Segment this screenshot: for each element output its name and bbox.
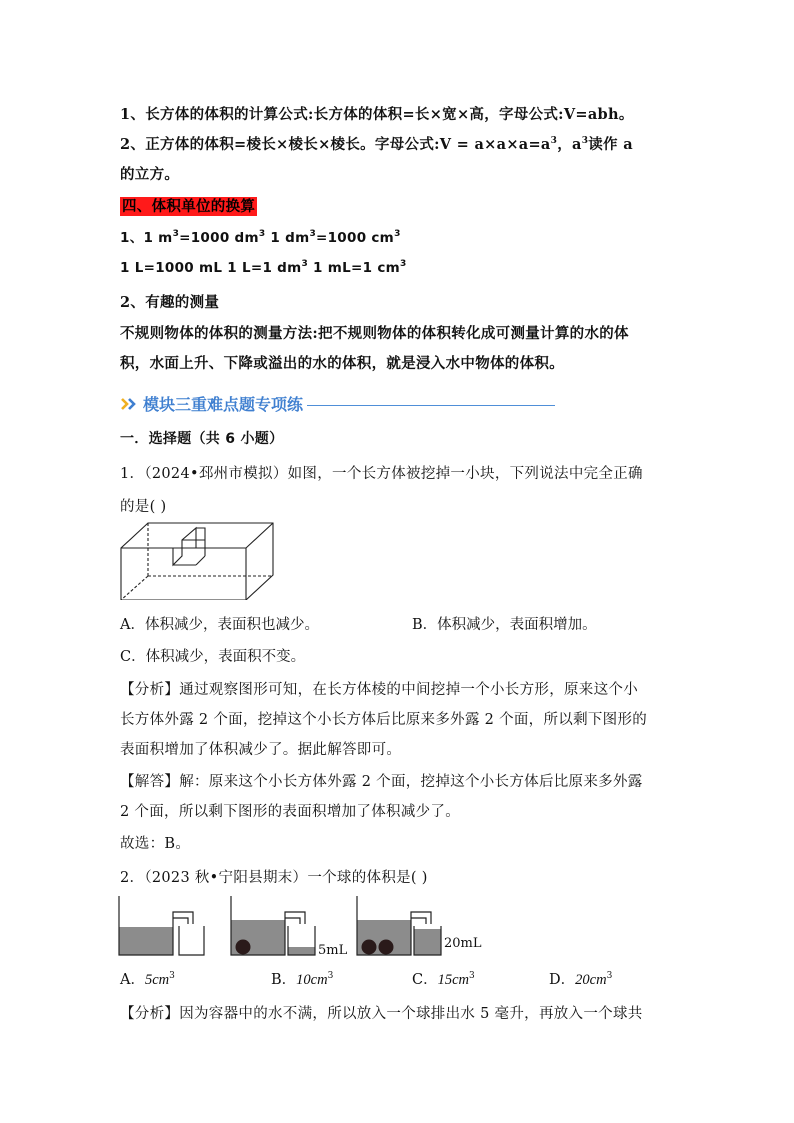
unit-conversion-1: 1、1 $m^3=1000$ $dm^3$ 1 $dm^3=1000$ $cm^3$: [120, 229, 401, 246]
section-choice-heading: 一．选择题（共 6 小题）: [120, 431, 284, 447]
q1-option-b: B．体积减少，表面积增加。: [412, 617, 597, 633]
q1-answer: 故选：B。: [120, 836, 191, 852]
q2-container-1: [118, 896, 208, 962]
overflow-water: [288, 947, 315, 955]
q2-label-20ml: 20mL: [444, 936, 482, 951]
q1-stem-2: 的是( ): [120, 499, 167, 515]
module-title-text: 模块三重难点题专项练: [143, 395, 304, 414]
measurement-text-1: 不规则物体的体积的测量方法:把不规则物体的体积转化成可测量计算的水的体: [120, 325, 629, 342]
double-chevron-icon: [120, 397, 140, 411]
q1-option-c: C．体积减少，表面积不变。: [120, 649, 306, 665]
module-title: [120, 392, 555, 415]
q1-stem-1: 1．（2024•邳州市模拟）如图，一个长方体被挖掉一小块，下列说法中完全正确: [120, 466, 643, 482]
q2-stem: 2．（2023 秋•宁阳县期末）一个球的体积是( ): [120, 870, 428, 886]
q2-analysis-1: 【分析】因为容器中的水不满，所以放入一个球排出水 5 毫升，再放入一个球共: [120, 1006, 643, 1022]
ball: [379, 940, 394, 955]
q1-analysis-3: 表面积增加了体积减少了。据此解答即可。: [120, 742, 402, 758]
q2-option-c: C．$15cm^3$: [412, 971, 475, 988]
q1-solution-1: 【解答】解：原来这个小长方体外露 2 个面，挖掉这个小长方体后比原来多外露: [120, 774, 643, 790]
q1-analysis-1: 【分析】通过观察图形可知，在长方体棱的中间挖掉一个小长方形，原来这个小: [120, 682, 638, 698]
q2-option-d: D．$20cm^3$: [549, 971, 613, 988]
ball: [236, 940, 251, 955]
measurement-text-2: 积，水面上升、下降或溢出的水的体积，就是浸入水中物体的体积。: [120, 355, 564, 372]
unit-conversion-2: 1 L=1000 mL 1 L=1 $dm^3$ 1 mL=1 $cm^3$: [120, 259, 407, 276]
q2-option-b: B．$10cm^3$: [271, 971, 334, 988]
q2-option-a: A．$5cm^3$: [120, 971, 175, 988]
q2-container-2: [230, 896, 330, 962]
water-fill: [119, 927, 173, 955]
q1-cuboid-figure: [118, 520, 278, 600]
q1-option-a: A．体积减少，表面积也减少。: [120, 617, 319, 633]
q2-container-3: [356, 896, 456, 962]
formula-cuboid: 1、长方体的体积的计算公式:长方体的体积=长×宽×高，字母公式:V=abh。: [120, 106, 634, 123]
q1-solution-2: 2 个面，所以剩下图形的表面积增加了体积减少了。: [120, 804, 461, 820]
module-title-rule: [307, 405, 555, 406]
formula-cube-cont: 的立方。: [120, 166, 180, 183]
section-heading-4: 四、体积单位的换算: [122, 198, 256, 215]
measurement-heading: 2、有趣的测量: [120, 294, 220, 311]
q2-label-5ml: 5mL: [318, 943, 348, 958]
ball: [362, 940, 377, 955]
overflow-water: [414, 929, 441, 955]
formula-cube: 2、正方体的体积=棱长×棱长×棱长。字母公式:V = $a\times a\times a=a^3$，$a^3$读作 a: [120, 136, 633, 153]
q1-analysis-2: 长方体外露 2 个面，挖掉这个小长方体后比原来多外露 2 个面，所以剩下图形的: [120, 712, 648, 728]
